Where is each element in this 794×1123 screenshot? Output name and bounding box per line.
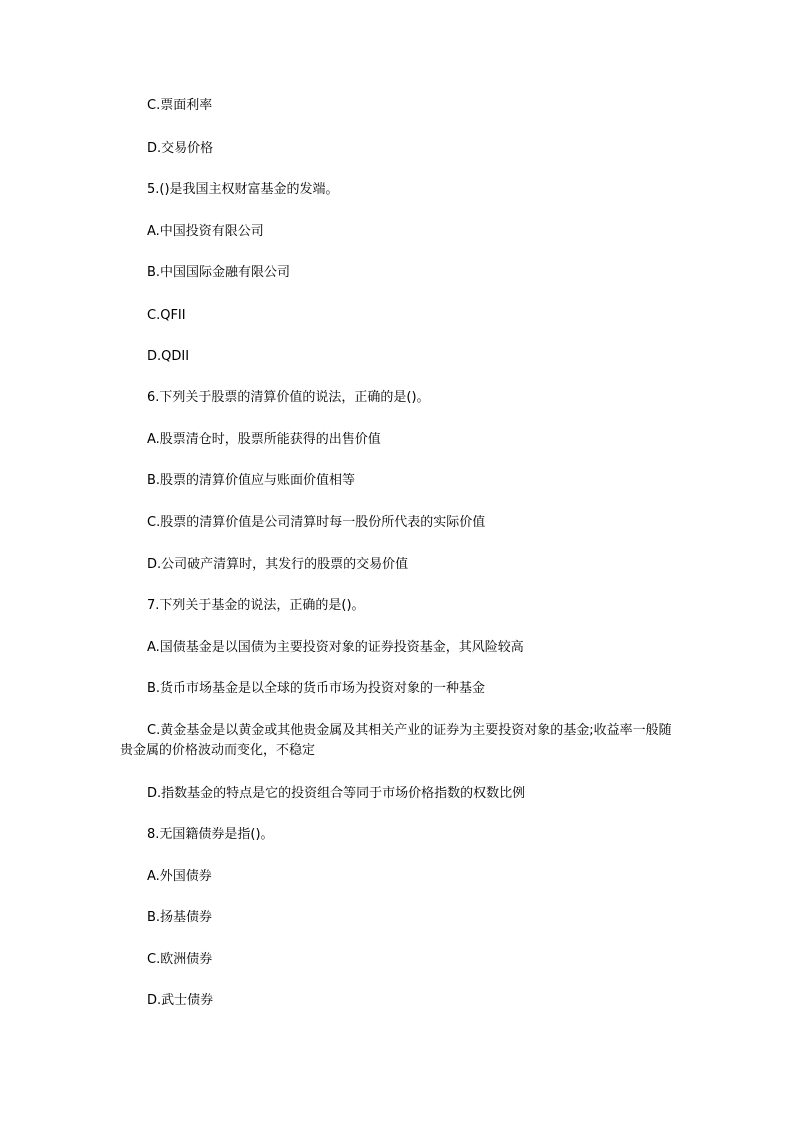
q4-option-d: D.交易价格 <box>147 141 214 156</box>
q8-option-a: A.外国债券 <box>147 869 212 884</box>
q8-question: 8.无国籍债券是指()。 <box>147 827 274 842</box>
q6-option-a: A.股票清仓时，股票所能获得的出售价值 <box>147 432 381 447</box>
q6-option-d: D.公司破产清算时，其发行的股票的交易价值 <box>147 557 409 572</box>
q5-option-c: C.QFII <box>147 308 186 323</box>
q7-option-a: A.国债基金是以国债为主要投资对象的证券投资基金，其风险较高 <box>147 640 524 655</box>
q5-option-a: A.中国投资有限公司 <box>147 224 264 239</box>
q6-question: 6.下列关于股票的清算价值的说法，正确的是()。 <box>147 390 430 405</box>
q8-option-d: D.武士债券 <box>147 993 214 1008</box>
q8-option-c: C.欧洲债券 <box>147 952 213 967</box>
q5-option-b: B.中国国际金融有限公司 <box>147 265 291 280</box>
q5-option-d: D.QDII <box>147 349 190 364</box>
q7-question: 7.下列关于基金的说法，正确的是()。 <box>147 598 365 613</box>
q5-question: 5.()是我国主权财富基金的发端。 <box>147 182 339 197</box>
q4-option-c: C.票面利率 <box>147 98 213 113</box>
q7-option-c: C.黄金基金是以黄金或其他贵金属及其相关产业的证券为主要投资对象的基金;收益率一般随贵金属的价格波动而变化，不稳定 <box>120 723 672 758</box>
q8-option-b: B.扬基债券 <box>147 910 213 925</box>
q6-option-c: C.股票的清算价值是公司清算时每一股份所代表的实际价值 <box>147 515 486 530</box>
q7-option-d: D.指数基金的特点是它的投资组合等同于市场价格指数的权数比例 <box>147 786 526 801</box>
q6-option-b: B.股票的清算价值应与账面价值相等 <box>147 473 356 488</box>
q7-option-b: B.货币市场基金是以全球的货币市场为投资对象的一种基金 <box>147 681 486 696</box>
